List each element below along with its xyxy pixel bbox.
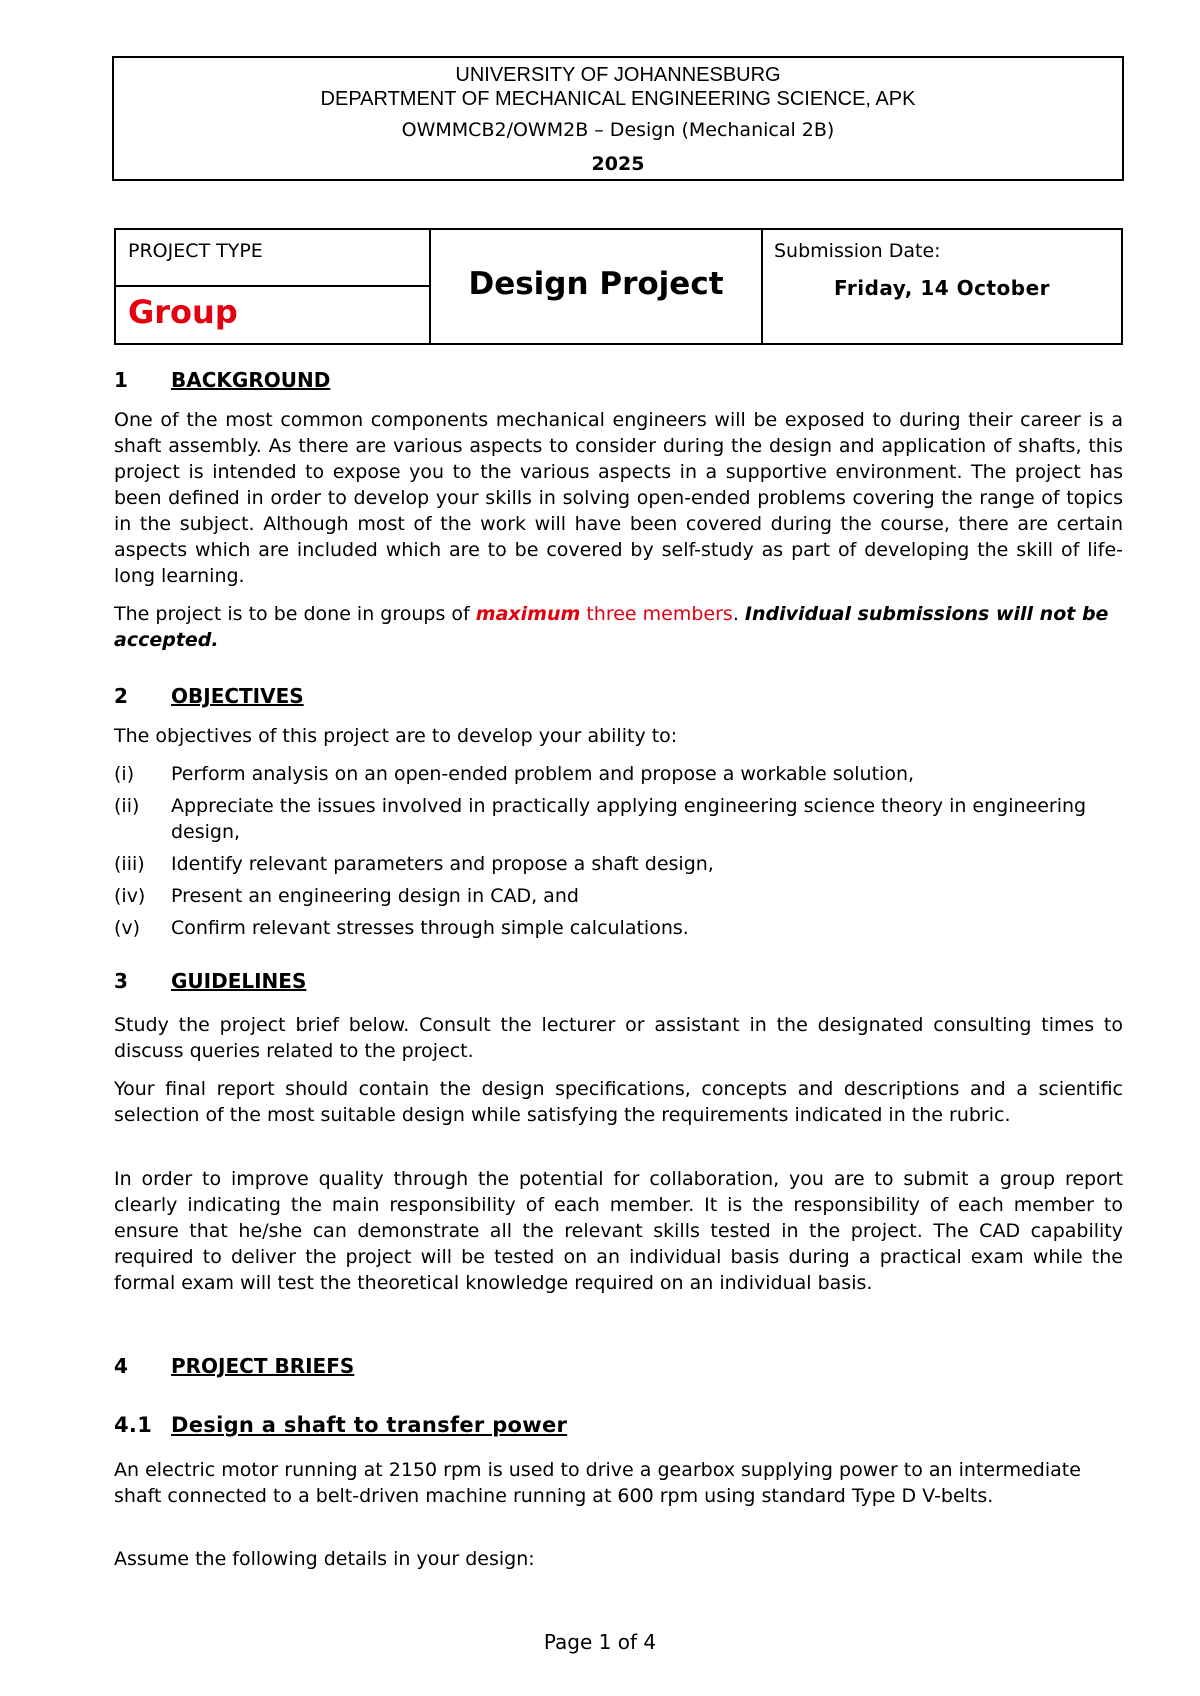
objective-item: (v) Confirm relevant stresses through simple calculations.: [114, 917, 689, 939]
subsection-heading-shaft: 4.1 Design a shaft to transfer power: [114, 1413, 568, 1437]
group-size-paragraph: The project is to be done in groups of maximum three members. Individual submissions will not be accepted.: [114, 603, 1109, 651]
objective-item: (ii) Appreciate the issues involved in practically applying engineering science theory in engineering design,: [114, 795, 1087, 843]
objective-item: (iii) Identify relevant parameters and propose a shaft design,: [114, 853, 714, 875]
project-info-table: [114, 228, 1123, 345]
course-title: OWMMCB2/OWM2B – Design (Mechanical 2B): [401, 119, 835, 141]
header-box: [112, 56, 1124, 181]
project-title-cell: [431, 230, 763, 343]
objectives-intro: The objectives of this project are to develop your ability to:: [114, 725, 678, 747]
submission-date: Friday, 14 October: [833, 276, 1051, 300]
section-heading-guidelines: 3 GUIDELINES: [114, 969, 307, 993]
objective-item: (i) Perform analysis on an open-ended problem and propose a workable solution,: [114, 763, 915, 785]
department-name: DEPARTMENT OF MECHANICAL ENGINEERING SCIENCE, APK: [320, 88, 916, 110]
objective-item: (iv) Present an engineering design in CAD, and: [114, 885, 579, 907]
guidelines-paragraph-2: Your final report should contain the design specifications, concepts and descriptions and a scientific selection of the most suitable design while satisfying the requirements indicated in the rubric.: [114, 1078, 1123, 1126]
project-type-label: PROJECT TYPE: [128, 240, 263, 262]
submission-cell: [763, 230, 1121, 343]
project-title: Design Project: [468, 266, 724, 302]
page-number: Page 1 of 4: [543, 1630, 657, 1654]
year: 2025: [591, 153, 645, 175]
guidelines-paragraph-1: Study the project brief below. Consult the lecturer or assistant in the designated consulting times to discuss queries related to the project.: [114, 1014, 1123, 1062]
section-heading-background: 1 BACKGROUND: [114, 368, 331, 392]
individual-submission-warning: Individual submissions will not be accepted.: [114, 603, 1109, 651]
section-heading-objectives: 2 OBJECTIVES: [114, 684, 304, 708]
group-size-emphasis: three members: [580, 603, 733, 625]
project-type-cell: [116, 230, 431, 343]
project-type-value: Group: [128, 293, 238, 331]
brief-paragraph-1: An electric motor running at 2150 rpm is used to drive a gearbox supplying power to an intermediate shaft connected to a belt-driven machine running at 600 rpm using standard Type D V-belts.: [114, 1459, 1081, 1507]
guidelines-paragraph-3: In order to improve quality through the potential for collaboration, you are to submit a group report clearly indicating the main responsibility of each member. It is the responsibility of each member to ensure that he/she can demonstrate all the relevant skills tested in the project. The CAD capability required to deliver the project will be tested on an individual basis during a practical exam while the formal exam will test the theoretical knowledge required on an individual basis.: [114, 1168, 1123, 1294]
section-heading-project-briefs: 4 PROJECT BRIEFS: [114, 1354, 355, 1378]
background-paragraph: One of the most common components mechanical engineers will be exposed to during their career is a shaft assembly. As there are various aspects to consider during the design and application of shafts, this project is intended to expose you to the various aspects in a supportive environment. The project has been defined in order to develop your skills in solving open-ended problems covering the range of topics in the subject. Although most of the work will have been covered during the course, there are certain aspects which are included which are to be covered by self-study as part of developing the skill of life-long learning.: [114, 409, 1123, 587]
brief-paragraph-2: Assume the following details in your design:: [114, 1548, 535, 1570]
group-size-emphasis-italic: maximum: [475, 603, 581, 625]
submission-label: Submission Date:: [774, 240, 941, 262]
university-name: UNIVERSITY OF JOHANNESBURG: [455, 64, 781, 86]
